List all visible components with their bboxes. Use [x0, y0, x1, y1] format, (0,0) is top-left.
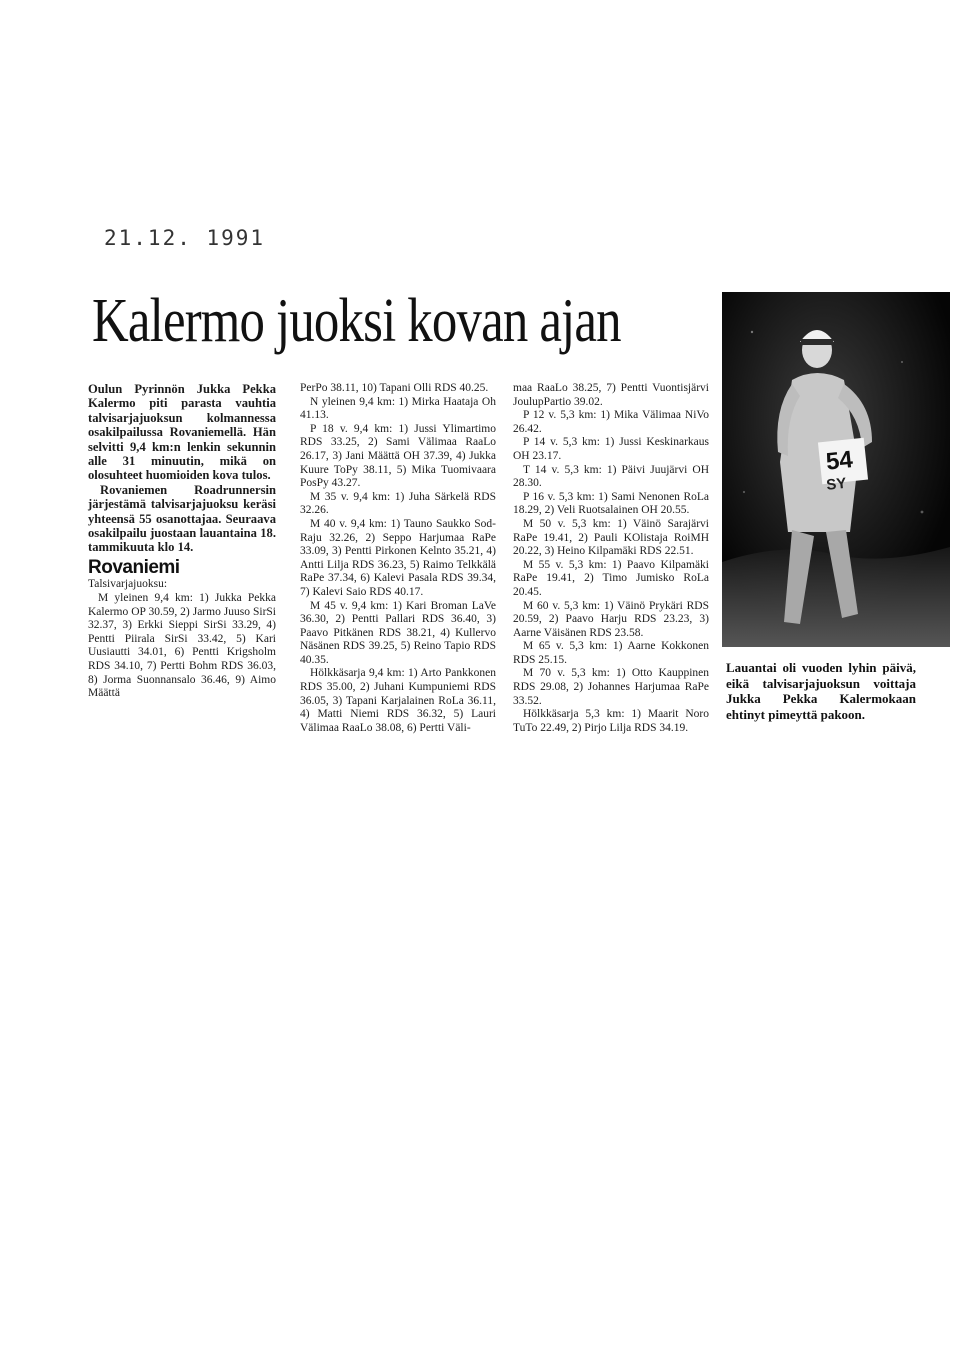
result-entry: M 50 v. 5,3 km: 1) Väinö Sarajärvi RaPe 19.41, 2) Pauli KOlistaja RoiMH 20.22, 3) Heino Kilpamäki RDS 22.51. [513, 517, 709, 558]
headline: Kalermo juoksi kovan ajan [92, 287, 621, 355]
photo-caption: Lauantai oli vuoden lyhin päivä, eikä talvisarjajuoksun voittaja Jukka Pekka Kalermokaan ehtinyt pimeyttä pakoon. [726, 660, 916, 722]
column-1 [88, 382, 276, 701]
lead-paragraph: Oulun Pyrinnön Jukka Pekka Kalermo piti parasta vauhtia talvisarjajuoksun kolmannessa osakilpailussa Rovaniemellä. Hän selvitti 9,4 km:n lenkin sekunnin alle 31 minuutin, mikä on olosuhteet huomioiden kova tulos. [88, 382, 276, 483]
column-2 [300, 382, 496, 735]
result-entry: M 55 v. 5,3 km: 1) Paavo Kilpamäki RaPe 19.41, 2) Timo Jumisko RoLa 20.45. [513, 558, 709, 598]
bib-number: 54 [824, 446, 855, 476]
result-entry: M 65 v. 5,3 km: 1) Aarne Kokkonen RDS 25.15. [513, 640, 709, 666]
result-entry: M 40 v. 9,4 km: 1) Tauno Saukko Sod-Raju 32.26, 2) Seppo Harjumaa RaPe 33.09, 3) Pentti Pirkonen Kelnto 35.21, 4) Antti Lilja RDS 36.23, 5) Raimo Telkkälä RaPe 37.34, 6) Kalevi Pasala RDS 39.34, 7) Kalevi Saio RDS 40.17. [300, 517, 496, 598]
result-entry: M 60 v. 5,3 km: 1) Väinö Prykäri RDS 20.59, 2) Paavo Harju RDS 23.23, 3) Aarne Väisänen RDS 23.58. [513, 599, 709, 639]
runner-photo [722, 292, 950, 647]
result-entry: P 18 v. 9,4 km: 1) Jussi Ylimartimo RDS 33.25, 2) Sami Välimaa RaaLo 26.17, 3) Jani Määttä OH 37.39, 4) Jukka Kuure ToPy 38.11, 5) Mika Tuomivaara PosPy 43.27. [300, 422, 496, 490]
results-block [88, 578, 276, 700]
result-entry: N yleinen 9,4 km: 1) Mirka Haataja Oh 41.13. [300, 395, 496, 422]
result-entry: Hölkkäsarja 5,3 km: 1) Maarit Noro TuTo 22.49, 2) Pirjo Lilja RDS 34.19. [513, 708, 709, 734]
result-entry: M 70 v. 5,3 km: 1) Otto Kauppinen RDS 29.08, 2) Johannes Harjumaa RaPe 33.52. [513, 667, 709, 707]
section-subhead: Rovaniemi [88, 556, 180, 578]
lead-paragraphs [88, 382, 276, 555]
result-entry: T 14 v. 5,3 km: 1) Päivi Juujärvi OH 28.30. [513, 463, 709, 490]
result-entry: PerPo 38.11, 10) Tapani Olli RDS 40.25. [300, 382, 489, 394]
column-3 [513, 382, 709, 735]
clipping-date: 21.12. 1991 [104, 226, 266, 250]
result-entry: M 35 v. 9,4 km: 1) Juha Särkelä RDS 32.26. [300, 490, 496, 517]
runner-photo-illustration [722, 292, 950, 647]
result-entry: M 45 v. 9,4 km: 1) Kari Broman LaVe 36.30, 2) Pentti Pallari RDS 36.40, 3) Paavo Pitkänen RDS 38.21, 4) Kullervo Näsänen RDS 39.25, 5) Reino Tapio RDS 40.35. [300, 599, 496, 666]
bib-text: SY [825, 474, 848, 494]
result-entry: P 16 v. 5,3 km: 1) Sami Nenonen RoLa 18.29, 2) Veli Ruotsalainen OH 20.55. [513, 490, 709, 517]
result-entry: P 14 v. 5,3 km: 1) Jussi Keskinarkaus OH 23.17. [513, 436, 709, 462]
result-entry: Hölkkäsarja 9,4 km: 1) Arto Pankkonen RDS 35.00, 2) Juhani Kumpuniemi RDS 36.05, 3) Tapani Karjalainen RoLa 36.11, 4) Matti Niemi RDS 36.32, 5) Lauri Välimaa RaaLo 38.08, 6) Pertti Väli- [300, 667, 496, 734]
result-entry: M yleinen 9,4 km: 1) Jukka Pekka Kalermo OP 30.59, 2) Jarmo Juuso SirSi 32.37, 3) Erkki Sieppi SirSi 33.29, 4) Pentti Piirala SirSi 33.42, 5) Kari Uusiautti 34.01, 6) Pentti Krigsholm RDS 34.10, 7) Pertti Bohm RDS 36.03, 8) Jorma Suonnansalo 36.46, 9) Aimo Määttä [88, 592, 276, 700]
result-entry: maa RaaLo 38.25, 7) Pentti Vuontisjärvi JoulupPartio 39.02. [513, 382, 709, 408]
result-entry: P 12 v. 5,3 km: 1) Mika Välimaa NiVo 26.42. [513, 409, 709, 435]
lead-paragraph: Rovaniemen Roadrunnersin järjestämä talvisarjajuoksu keräsi yhteensä 55 osanottajaa. Seuraava osakilpailu juostaan lauantaina 18. tammikuuta klo 14. [88, 482, 276, 555]
results-label: Talsivarjajuoksu: [88, 578, 168, 591]
